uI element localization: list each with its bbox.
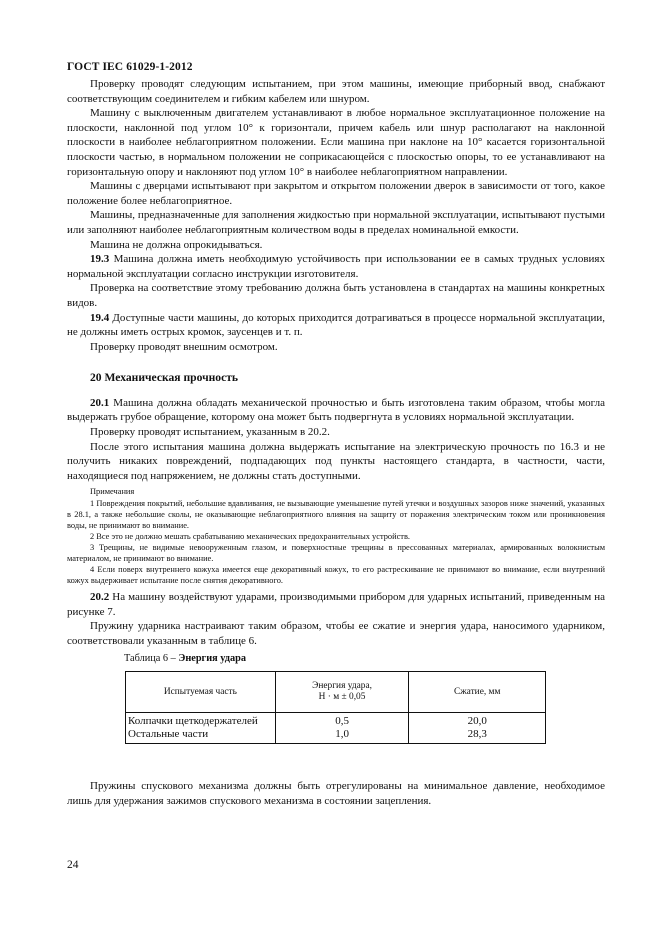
table-cell: 28,3 <box>409 728 546 744</box>
clause-20-2 <box>67 590 605 619</box>
paragraph: После этого испытания машина должна выдержать испытание на электрическую прочность по 16.3 и не получить никаких повреждений, подпадающих под пункты настоящего стандарта, в частности, части, находящиеся под напряжением, не должны стать доступными. <box>67 440 605 482</box>
paragraph: Проверку проводят испытанием, указанным в 20.2. <box>90 426 330 439</box>
table-cell: Колпачки щеткодержателей <box>126 713 276 729</box>
note-item: 2 Все это не должно мешать срабатыванию механических предохранительных устройств. <box>90 531 411 541</box>
impact-energy-table <box>125 671 546 744</box>
notes-heading: Примечания <box>90 487 135 497</box>
column-header-compression: Сжатие, мм <box>409 672 546 713</box>
clause-text: На машину воздействуют ударами, производимыми прибором для ударных испытаний, приведенным на рисунке 7. <box>67 591 605 618</box>
paragraph: Проверка на соответствие этому требованию должна быть установлена в стандартах на машины конкретных видов. <box>67 282 605 309</box>
table-row <box>126 713 546 729</box>
paragraph: Пружину ударника настраивают таким образом, чтобы ее сжатие и энергия удара, наносимого ударником, соответствовали указанным в таблице 6. <box>67 620 605 648</box>
clause-19-4 <box>67 311 605 340</box>
table-caption-title: Энергия удара <box>178 652 247 664</box>
table-caption <box>124 652 605 667</box>
page-content <box>67 77 605 808</box>
document-header: ГОСТ IEC 61029-1-2012 <box>67 61 193 73</box>
table-row <box>126 728 546 744</box>
column-header-part: Испытуемая часть <box>126 672 276 713</box>
paragraph: Машины, предназначенные для заполнения жидкостью при нормальной эксплуатации, испытывают пустыми или заполняют наиболее неблагоприятным количеством воды в пределах номинальной емкости. <box>67 209 605 236</box>
table-cell: 0,5 <box>275 713 409 729</box>
paragraph: Проверку проводят внешним осмотром. <box>90 340 278 353</box>
clause-number: 19.3 <box>90 253 110 266</box>
clause-19-3 <box>67 252 605 281</box>
note-item: 1 Повреждения покрытий, небольшие вдавливания, не вызывающие уменьшение путей утечки и воздушных зазоров ниже значений, указанных в 28.1, а также небольшие сколы, не оказывающие неблагоприятного влияния на защиту от поражения электрическим током или проникновения воды, не принимают во внимание. <box>67 498 605 530</box>
paragraph: Пружины спускового механизма должны быть отрегулированы на минимальное давление, необходимое лишь для удержания зажимов спускового механизма в состоянии зацепления. <box>67 780 605 807</box>
clause-20-1 <box>67 396 605 425</box>
note-item: 4 Если поверх внутреннего кожуха имеется еще декоративный кожух, то его растрескивание не принимают во внимание, если внутренний кожух выдерживает испытание после снятия декоративного. <box>67 565 605 586</box>
table-caption-prefix: Таблица 6 – <box>124 652 179 664</box>
clause-text: Доступные части машины, до которых приходится дотрагиваться в процессе нормальной эксплуатации, не должны иметь острых кромок, заусенцев и т. п. <box>67 311 605 339</box>
clause-number: 19.4 <box>90 311 110 324</box>
section-heading: 20 Механическая прочность <box>90 371 239 385</box>
clause-text: Машина должна иметь необходимую устойчивость при использовании ее в самых трудных условиях нормальной эксплуатации согласно инструкции изготовителя. <box>67 253 605 280</box>
paragraph: Машина не должна опрокидываться. <box>90 238 263 251</box>
table-cell: 1,0 <box>275 728 409 744</box>
clause-number: 20.1 <box>90 396 110 409</box>
paragraph: Машину с выключенным двигателем устанавливают в любое нормальное эксплуатационное положение на плоскости, наклонной под углом 10° к горизонтали, причем кабель или шнур располагают на наклонной плоскости в наиболее неблагоприятном положении. Если машина при наклоне на 10° касается горизонтальной плоскости частью, в нормальном положении не соприкасающейся с плоскостью опоры, то ее устанавливают на горизонтальную опору и наклоняют под углом 10° в наиболее неблагоприятном направлении. <box>67 107 605 178</box>
clause-number: 20.2 <box>90 591 110 604</box>
note-item: 3 Трещины, не видимые невооруженным глазом, и поверхностные трещины в прессованных материалах, армированных волокнистым материалом, не принимают во внимание. <box>67 542 605 563</box>
energy-header-line2: Н · м ± 0,05 <box>318 692 366 703</box>
column-header-energy <box>275 672 409 713</box>
paragraph: Проверку проводят следующим испытанием, при этом машины, имеющие приборный ввод, снабжают соответствующим соединителем и гибким кабелем или шнуром. <box>67 78 605 105</box>
energy-header-line1: Энергия удара, <box>312 680 372 691</box>
paragraph: Машины с дверцами испытывают при закрытом и открытом положении дверок в зависимости от того, какое положение более неблагоприятное. <box>67 180 605 207</box>
clause-text: Машина должна обладать механической прочностью и быть изготовлена таким образом, чтобы могла выдержать грубое обращение, которому она может быть подвергнута в условиях нормальной эксплуатации. <box>67 396 605 424</box>
table-cell: 20,0 <box>409 713 546 729</box>
notes-block <box>67 486 605 586</box>
page-number: 24 <box>67 859 79 871</box>
table-header-row <box>126 672 546 713</box>
table-cell: Остальные части <box>126 728 276 744</box>
